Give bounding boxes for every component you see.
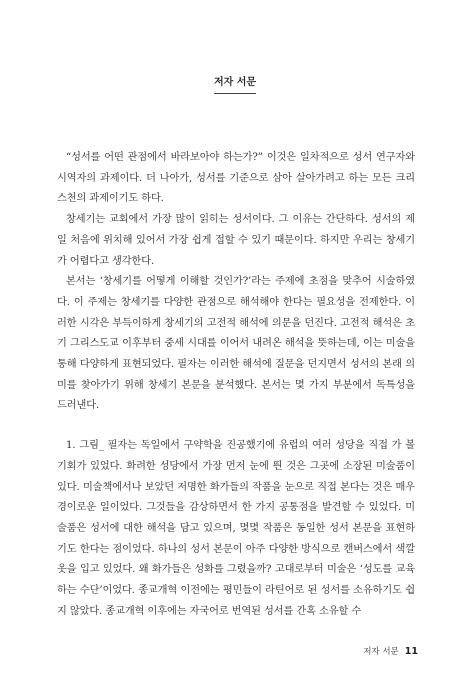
page-number: 11 xyxy=(404,646,418,657)
paragraph-3: 본서는 ‘창세기를 어떻게 이해할 것인가?’라는 주제에 초점을 맞추어 시술하였다. 이 주제는 창세기를 다양한 관점으로 해석해야 한다는 필요성을 전제한다. 이러한 시각은 부득이하게 창세기의 고전적 해석에 의문을 던진다. 고전적 해석은 초기 그리스도교 이후부터 중세 시대를 이어서 내려온 해석을 뜻하는데, 이는 미술을 통해 다양하게 표현되었다. 필자는 이러한 해석에 질문을 던지면서 성서의 본래 의미를 찾아가기 위해 창세기 본문을 분석했다. 본서는 몇 가지 부분에서 독특성을 드러낸다. xyxy=(57,276,416,412)
header xyxy=(0,70,470,94)
page-title: 저자 서문 xyxy=(214,73,256,94)
page-footer xyxy=(363,645,418,657)
running-head: 저자 서문 xyxy=(363,647,399,657)
paragraph-1: “성서를 어떤 관점에서 바라보아야 하는가?” 이것은 일차적으로 성서 연구자와 시역자의 과제이다. 더 나아가, 성서를 기준으로 삼아 살아가려고 하는 모든 크리스천의 과제이기도 하다. xyxy=(57,152,415,205)
paragraph-2: 창세기는 교회에서 가장 많이 읽히는 성서이다. 그 이유는 간단하다. 성서의 제일 처음에 위치해 있어서 가장 쉽게 접할 수 있기 때문이다. 하지만 우리는 창세기가 어렵다고 생각한다. xyxy=(57,214,415,267)
paragraph-4: 1. 그림_ 필자는 독일에서 구약학을 진공했기에 유럽의 여러 성당을 직접 가 볼 기회가 있었다. 화려한 성당에서 가장 먼저 눈에 띈 것은 그곳에 소장된 미술품이 있다. 미술책에서나 보았던 저명한 화가들의 작품을 눈으로 직접 본다는 것은 매우 경이로운 일이었다. 그것들을 감상하면서 한 가지 공통점을 발견할 수 있었다. 미술품은 성서에 대한 해석을 담고 있으며, 몇몇 작품은 동일한 성서 본문을 표현하기도 한다는 점이었다. 하나의 성서 본문이 아주 다양한 방식으로 캔버스에서 색깔 옷을 입고 있었다. 왜 화가들은 성화를 그렸을까? 고대로부터 미술은 ‘성도를 교육하는 수단’이었다. 종교개혁 이전에는 평민들이 라틴어로 된 성서를 소유하기도 쉽지 않았다. 종교개혁 이후에는 자국어로 번역된 성서를 간혹 소유할 수 xyxy=(57,440,415,617)
body-text xyxy=(57,148,415,622)
